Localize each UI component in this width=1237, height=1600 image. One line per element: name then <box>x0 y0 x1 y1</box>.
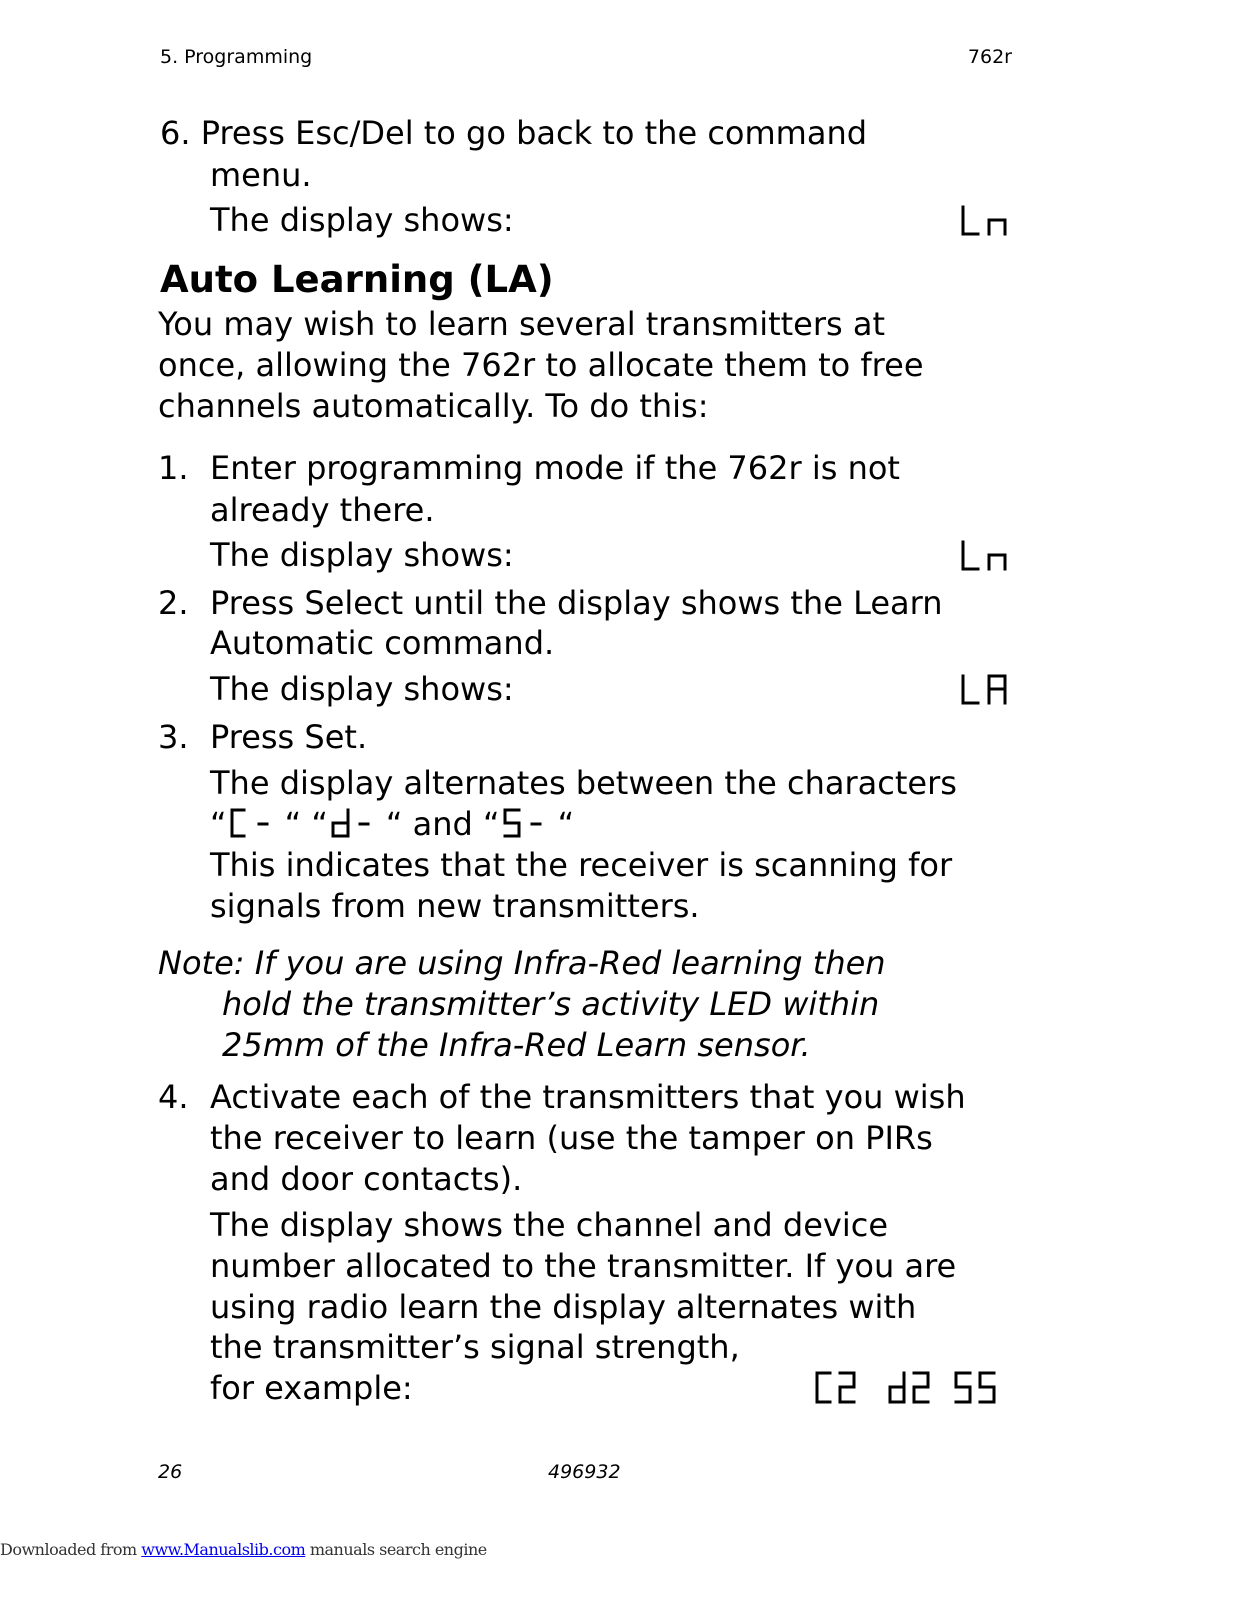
page-number: 26 <box>158 1461 183 1483</box>
step2-display-label: The display shows: <box>210 670 514 708</box>
lcd-char-d-dash <box>328 807 386 839</box>
manualslib-link[interactable]: www.Manualslib.com <box>141 1540 306 1559</box>
step3-number: 3. <box>158 718 189 756</box>
note-line2: hold the transmitter’s activity LED within <box>222 985 880 1023</box>
lcd-example-2b <box>914 1373 928 1402</box>
lcd-example-d <box>890 1373 904 1402</box>
step4-line1: Activate each of the transmitters that you wish <box>210 1078 966 1116</box>
step1-line2: already there. <box>210 491 435 529</box>
step2-line2: Automatic command. <box>210 624 555 662</box>
intro-line3: channels automatically. To do this: <box>158 387 709 425</box>
lcd-example-display <box>812 1370 1012 1406</box>
step6-line1: 6. Press Esc/Del to go back to the command <box>160 114 868 152</box>
step4-line3: and door contacts). <box>210 1160 523 1198</box>
document-number: 496932 <box>548 1461 621 1483</box>
step3-line4: This indicates that the receiver is scanning for <box>210 846 953 884</box>
step4-line7: the transmitter’s signal strength, <box>210 1328 740 1366</box>
lcd-display-la <box>958 673 1012 707</box>
step6-line2: menu. <box>210 156 312 194</box>
step3-chars-line: “ “ “ “ and “ “ <box>210 805 575 843</box>
note-line3: 25mm of the Infra-Red Learn sensor. <box>222 1026 811 1064</box>
step2-line1: Press Select until the display shows the Learn <box>210 584 943 622</box>
step4-line2: the receiver to learn (use the tamper on PIRs <box>210 1119 933 1157</box>
step2-number: 2. <box>158 584 189 622</box>
step4-line6: using radio learn the display alternates with <box>210 1288 917 1326</box>
lcd-example-5b <box>980 1373 994 1402</box>
step1-number: 1. <box>158 449 189 487</box>
download-banner: Downloaded from www.Manualslib.com manuals search engine <box>0 1540 487 1559</box>
step3-line1: Press Set. <box>210 718 368 756</box>
note-line1: Note: If you are using Infra-Red learning then <box>158 944 886 982</box>
step1-line1: Enter programming mode if the 762r is not <box>210 449 900 487</box>
lcd-char-c-dash <box>227 807 285 839</box>
and-word: and <box>412 805 473 843</box>
step3-line2: The display alternates between the characters <box>210 764 957 802</box>
model-label: 762r <box>967 46 1012 68</box>
lcd-display-ln-2 <box>958 539 1012 573</box>
step4-line8: for example: <box>210 1369 413 1407</box>
step6-display-label: The display shows: <box>210 201 514 239</box>
step4-number: 4. <box>158 1078 189 1116</box>
lcd-example-5a <box>956 1373 970 1402</box>
lcd-example-c <box>817 1373 830 1402</box>
step4-line5: number allocated to the transmitter. If you are <box>210 1247 957 1285</box>
intro-line2: once, allowing the 762r to allocate them to free <box>158 346 924 384</box>
step1-display-label: The display shows: <box>210 536 514 574</box>
step3-line5: signals from new transmitters. <box>210 887 700 925</box>
step4-line4: The display shows the channel and device <box>210 1206 888 1244</box>
intro-line1: You may wish to learn several transmitters at <box>158 305 886 343</box>
lcd-char-s-dash <box>500 807 558 839</box>
open-quote: “ <box>210 805 227 843</box>
lcd-example-2a <box>840 1373 854 1402</box>
section-title: Auto Learning (LA) <box>160 258 554 301</box>
section-label: 5. Programming <box>160 46 313 68</box>
lcd-display-ln-1 <box>958 204 1012 238</box>
